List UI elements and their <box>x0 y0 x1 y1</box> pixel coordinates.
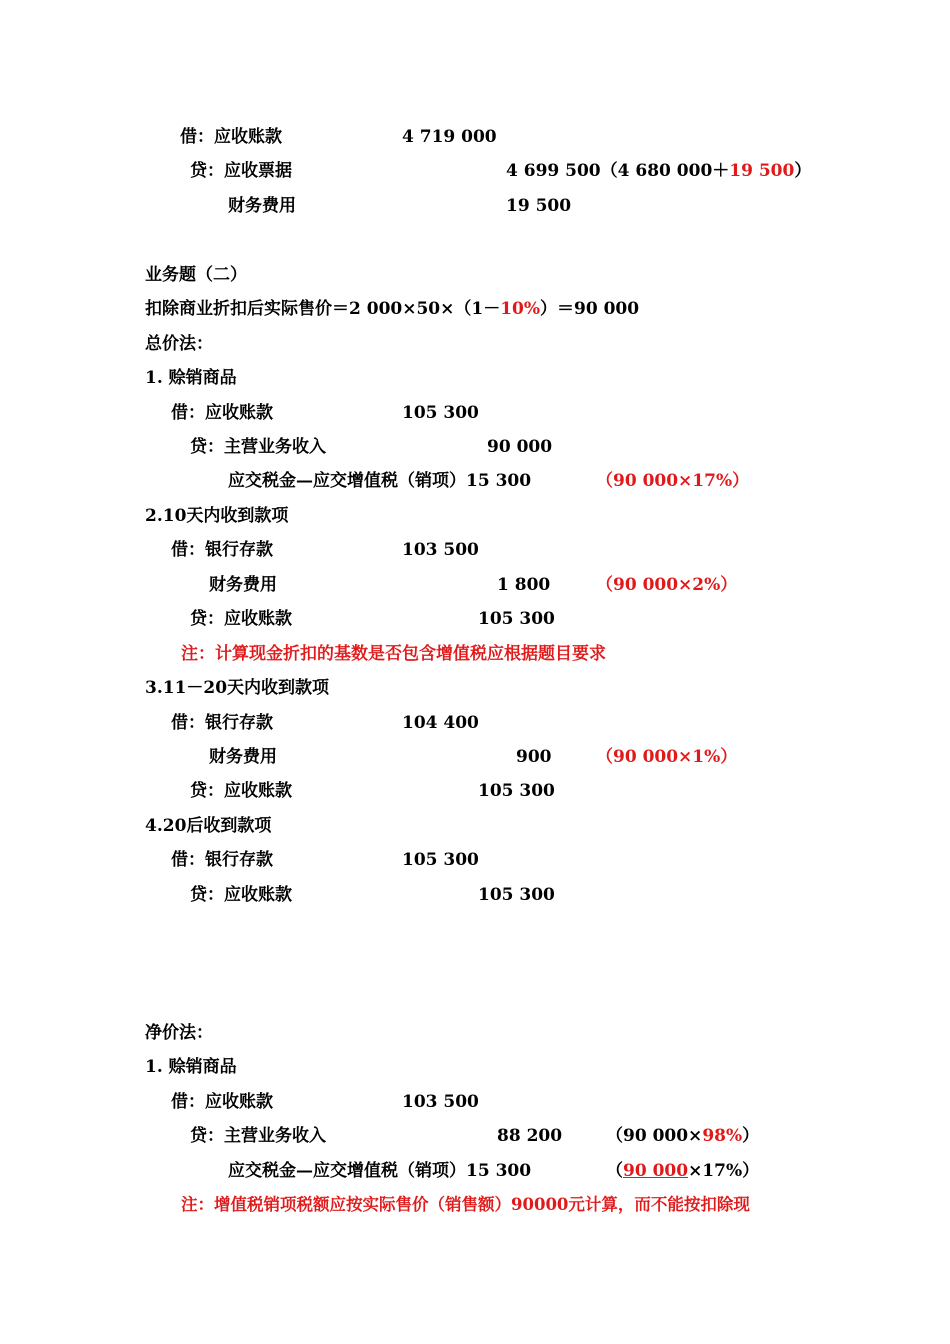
g3-debit-label: 借：银行存款 <box>171 713 273 733</box>
g2-credit-label: 贷：应收账款 <box>190 609 292 629</box>
g3-fee-note: （90 000×1%） <box>596 747 738 767</box>
g1-credit-amount: 90 000 <box>487 437 553 457</box>
g2-fee-note: （90 000×2%） <box>596 575 738 595</box>
n1-note: 注：增值税销项税额应按实际售价（销售额）90000元计算，而不能按扣除现 <box>181 1195 750 1214</box>
g4-debit-label: 借：银行存款 <box>171 850 273 870</box>
n1-tax-note: （90 000×17%） <box>606 1161 760 1181</box>
g3-credit-amount: 105 300 <box>478 781 555 801</box>
formula-line: 扣除商业折扣后实际售价＝2 000×50×（1－10%）＝90 000 <box>145 299 640 319</box>
g2-debit-amount: 103 500 <box>402 540 479 560</box>
debit-label: 借：应收账款 <box>180 127 282 147</box>
g1-debit-amount: 105 300 <box>402 403 479 423</box>
g2-note: 注：计算现金折扣的基数是否包含增值税应根据题目要求 <box>181 644 606 664</box>
n1-heading: 1. 赊销商品 <box>145 1057 237 1077</box>
g3-heading: 3.11－20天内收到款项 <box>145 678 330 698</box>
g1-heading: 1. 赊销商品 <box>145 368 237 388</box>
n1-tax-label: 应交税金—应交增值税（销项）15 300 <box>228 1161 532 1181</box>
g3-fee-amount: 900 <box>516 747 552 767</box>
g4-credit-amount: 105 300 <box>478 885 555 905</box>
n1-debit-label: 借：应收账款 <box>171 1092 273 1112</box>
g3-credit-label: 贷：应收账款 <box>190 781 292 801</box>
n1-credit-amount: 88 200 <box>497 1126 563 1146</box>
g4-debit-amount: 105 300 <box>402 850 479 870</box>
n1-credit-note: （90 000×98%） <box>606 1126 760 1146</box>
debit-amount: 4 719 000 <box>402 127 497 147</box>
g2-fee-label: 财务费用 <box>209 575 277 595</box>
fee-label: 财务费用 <box>228 196 296 216</box>
g1-tax-note: （90 000×17%） <box>596 471 750 491</box>
g2-debit-label: 借：银行存款 <box>171 540 273 560</box>
g1-credit-label: 贷：主营业务收入 <box>190 437 326 457</box>
net-method-title: 净价法： <box>145 1023 213 1043</box>
n1-credit-label: 贷：主营业务收入 <box>190 1126 326 1146</box>
g4-credit-label: 贷：应收账款 <box>190 885 292 905</box>
n1-debit-amount: 103 500 <box>402 1092 479 1112</box>
g2-fee-amount: 1 800 <box>497 575 551 595</box>
g1-debit-label: 借：应收账款 <box>171 403 273 423</box>
g2-heading: 2.10天内收到款项 <box>145 506 289 526</box>
section-title: 业务题（二） <box>145 265 247 285</box>
g2-credit-amount: 105 300 <box>478 609 555 629</box>
g1-tax-label: 应交税金—应交增值税（销项）15 300 <box>228 471 532 491</box>
gross-method-title: 总价法： <box>145 334 213 354</box>
credit-label: 贷：应收票据 <box>190 161 292 181</box>
fee-amount: 19 500 <box>506 196 572 216</box>
g3-debit-amount: 104 400 <box>402 713 479 733</box>
g4-heading: 4.20后收到款项 <box>145 816 272 836</box>
g3-fee-label: 财务费用 <box>209 747 277 767</box>
credit-amount: 4 699 500（4 680 000＋19 500） <box>506 161 812 181</box>
